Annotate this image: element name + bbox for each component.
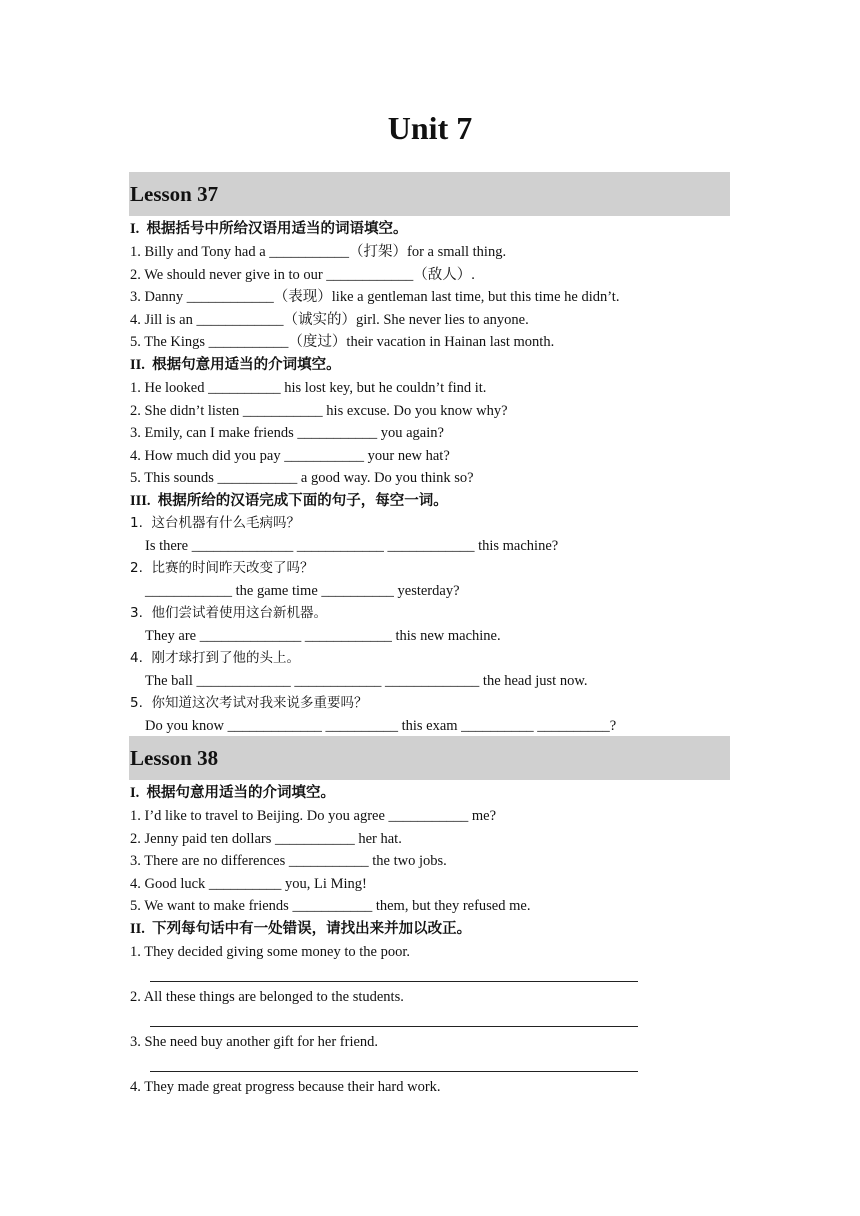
l38-s2-item-3: 3. She need buy another gift for her friend. [130,1034,379,1050]
l37-s2-item-4: 4. How much did you pay ___________ your new hat? [130,448,450,464]
l37-s2-item-1: 1. He looked __________ his lost key, but he couldn’t find it. [130,380,487,396]
l37-s3-item-3-chinese: 3. 他们尝试着使用这台新机器。 [130,605,327,621]
l38-s1-item-3: 3. There are no differences ___________ the two jobs. [130,853,447,869]
l37-s2-item-5: 5. This sounds ___________ a good way. Do you think so? [130,470,474,486]
lesson-38-heading: Lesson 38 [129,736,730,780]
page-title: Unit 7 [387,110,473,146]
lesson-37-heading: Lesson 37 [129,172,730,216]
l38-s2-item-4: 4. They made great progress because their hard work. [130,1079,441,1095]
l38-s2-item-2: 2. All these things are belonged to the students. [130,989,404,1005]
answer-line [150,981,638,982]
l37-s2-item-2: 2. She didn’t listen ___________ his excuse. Do you know why? [130,403,508,419]
l37-s1-item-1: 1. Billy and Tony had a ___________（打架）for a small thing. [130,244,507,260]
l37-s1-item-3: 3. Danny ____________（表现）like a gentleman last time, but this time he didn’t. [130,289,620,305]
l38-s1-item-2: 2. Jenny paid ten dollars ___________ her hat. [130,831,402,847]
l38-section-2-heading: II. 下列每句话中有一处错误，请找出来并加以改正。 [130,921,472,937]
l37-s1-item-4: 4. Jill is an ____________（诚实的）girl. She never lies to anyone. [130,312,529,328]
l38-s1-item-4: 4. Good luck __________ you, Li Ming! [130,876,367,892]
l37-s3-item-2-english: ____________ the game time __________ yesterday? [145,583,460,599]
l37-s3-item-2-chinese: 2. 比赛的时间昨天改变了吗？ [130,560,314,576]
answer-line [150,1071,638,1072]
l37-s1-item-2: 2. We should never give in to our ____________（敌人）. [130,267,475,283]
l37-s3-item-5-english: Do you know _____________ __________ this exam __________ __________? [145,718,617,734]
l38-section-1-heading: I. 根据句意用适当的介词填空。 [130,785,336,801]
l38-s2-item-1: 1. They decided giving some money to the poor. [130,944,411,960]
l38-s1-item-5: 5. We want to make friends ___________ them, but they refused me. [130,898,531,914]
l38-s1-item-1: 1. I’d like to travel to Beijing. Do you agree ___________ me? [130,808,497,824]
l37-s3-item-3-english: They are ______________ ____________ this new machine. [145,628,501,644]
l37-s2-item-3: 3. Emily, can I make friends ___________ you again? [130,425,444,441]
l37-section-2-heading: II. 根据句意用适当的介词填空。 [130,357,341,373]
l37-s1-item-5: 5. The Kings ___________（度过）their vacation in Hainan last month. [130,334,555,350]
answer-line [150,1026,638,1027]
l37-section-3-heading: III. 根据所给的汉语完成下面的句子，每空一词。 [130,493,448,509]
l37-s3-item-1-english: Is there ______________ ____________ ____________ this machine? [145,538,559,554]
l37-s3-item-5-chinese: 5. 你知道这次考试对我来说多重要吗？ [130,695,368,711]
l37-s3-item-4-chinese: 4. 刚才球打到了他的头上。 [130,650,300,666]
l37-section-1-heading: I. 根据括号中所给汉语用适当的词语填空。 [130,221,408,237]
l37-s3-item-4-english: The ball _____________ ____________ _____________ the head just now. [145,673,588,689]
l37-s3-item-1-chinese: 1. 这台机器有什么毛病吗？ [130,515,300,531]
